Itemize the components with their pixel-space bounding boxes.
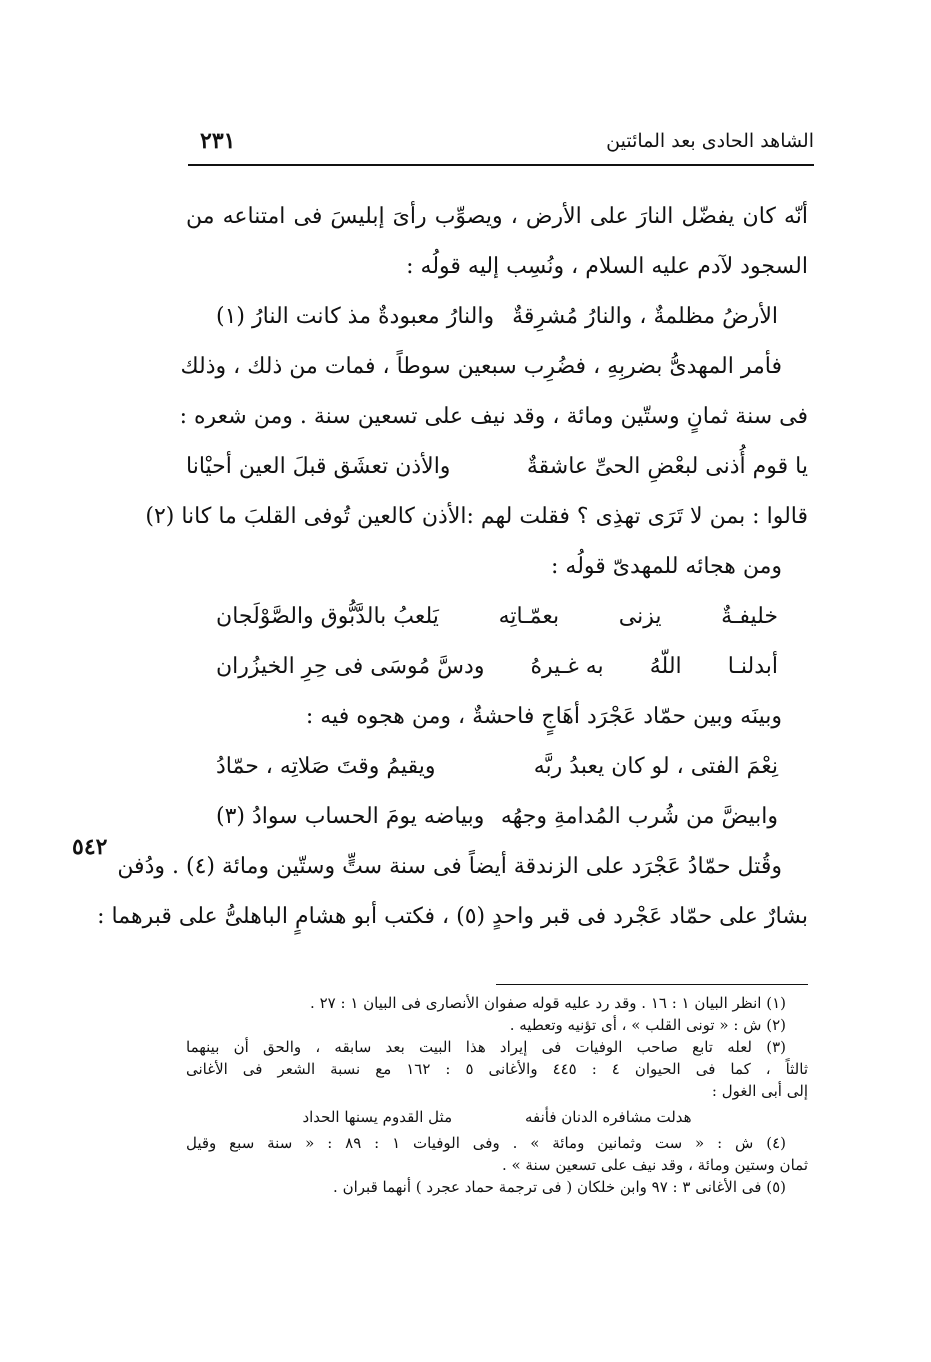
footnote-verse	[186, 1106, 808, 1128]
margin-number: ٥٤٢	[72, 834, 108, 860]
text-line: وقُتل حمّادُ عَجْرَد على الزندقة أيضاً فى سنة ستٍّ وستّين ومائة (٤) . ودُفن	[117, 854, 782, 879]
footnote: (٥) فى الأغانى ٣ : ٩٧ وابن خلكان ( فى ترجمة حماد عجرد ) أنهما قبران .	[333, 1178, 786, 1196]
verse-line	[186, 742, 808, 792]
verse-word: اللّهُ	[649, 654, 682, 679]
verse-line	[186, 292, 808, 342]
footnote-continuation: ثمان وستين ومائة ، وقد نيف على تسعين سنة » .	[501, 1156, 808, 1174]
footnotes	[186, 992, 808, 1198]
text-line: ومن هجائه للمهدىّ قولُه :	[551, 554, 782, 579]
verse-line	[186, 592, 808, 642]
verse-hemistich: هدلت مشافره الدنان فأنفه	[524, 1108, 692, 1126]
text-line: فى سنة ثمانٍ وستّين ومائة ، وقد نيف على تسعين سنة . ومن شعره :	[179, 404, 808, 429]
text-line: السجود لآدم عليه السلام ، ونُسِب إليه قولُه :	[406, 254, 808, 279]
verse-word: يزنى	[618, 604, 662, 629]
verse-hemistich: ويقيمُ وقتَ صَلاتِه ، حمّادُ	[216, 754, 436, 779]
text-line: أنّه كان يفضّل النارَ على الأرض ، ويصوِّب رأىَ إبليسَ فى امتناعه من	[186, 204, 808, 229]
footnote: (٣) لعله تابع صاحب الوفيات فى إيراد هذا البيت بعد سابقه ، والحق أن بينهما	[186, 1038, 786, 1056]
verse-word: بعمّـاتِه	[498, 604, 560, 629]
verse-line	[145, 492, 808, 542]
verse-hemistich: مثل القدوم يسنها الحداد	[302, 1108, 453, 1126]
footnote: (١) انظر البيان ١ : ١٦ . وقد رد عليه قوله صفوان الأنصارى فى البيان ١ : ٢٧ .	[310, 994, 786, 1012]
verse-hemistich: وابيضَّ من شُرب المُدامةِ وجهُه	[500, 804, 778, 829]
verse-hemistich: الأذن كالعين تُوفى القلبَ ما كانا (٢)	[145, 504, 467, 529]
footnote-continuation: إلى أبى الغول :	[711, 1082, 808, 1100]
verse-hemistich: قالوا : بمن لا تَرَى تهذِى ؟ فقلت لهم :	[466, 504, 808, 529]
verse-line	[186, 442, 808, 492]
verse-hemistich: ودسَّ مُوسَى فى حِرِ الخيزُران	[216, 654, 485, 679]
verse-hemistich: والنارُ معبودةٌ مذ كانت النارُ (١)	[216, 304, 495, 329]
page-header	[188, 128, 814, 166]
verse-line	[186, 792, 808, 842]
verse-hemistich: وبياضه يومَ الحساب سوادُ (٣)	[216, 804, 485, 829]
footnote: (٤) ش : « ست وثمانين ومائة » . وفى الوفيات ١ : ٨٩ : « سنة سبع وقيل	[186, 1134, 786, 1152]
verse-hemistich: والأذن تعشَق قبلَ العين أحيْانا	[186, 454, 451, 479]
footnote-divider	[496, 984, 808, 985]
verse-hemistich: نِعْمَ الفتى ، لو كان يعبدُ ربَّه	[533, 754, 778, 779]
text-line: وبينَه وبين حمّاد عَجْرَد أهَاجٍ فاحشةٌ ، ومن هجوه فيه :	[305, 704, 782, 729]
footnote: (٢) ش : « تونى القلب » ، أى تؤنيه وتعطيه .	[509, 1016, 786, 1034]
text-line: بشارٌ على حمّاد عَجْرد فى قبر واحدٍ (٥) ، فكتب أبو هشامٍ الباهلىُّ على قبرهما :	[97, 904, 808, 929]
verse-hemistich: الأرضُ مظلمةٌ ، والنارُ مُشرِقةٌ	[512, 304, 778, 329]
page-number: ٢٣١	[200, 128, 236, 154]
verse-hemistich: يَلعبُ بالدَّبُّوق والصَّوْلَجان	[216, 604, 439, 629]
footnote-continuation: ثالثاً ، كما فى الحيوان ٤ : ٤٤٥ والأغانى ٥ : ١٦٢ مع نسبة الشعر فى الأغانى	[186, 1060, 809, 1078]
verse-line	[186, 642, 808, 692]
body-text	[97, 192, 808, 942]
verse-word: أبدلنـا	[727, 654, 778, 679]
text-line: فأمر المهدىُّ بضربِهِ ، فضُرِب سبعين سوطاً ، فمات من ذلك ، وذلك	[180, 354, 782, 379]
running-title: الشاهد الحادى بعد المائتين	[606, 130, 814, 152]
verse-hemistich: يا قوم أُذنى لبعْضِ الحىِّ عاشقةٌ	[526, 454, 808, 479]
verse-word: خليفـةٌ	[721, 604, 778, 629]
verse-word: به غـيرهُ	[530, 654, 604, 679]
